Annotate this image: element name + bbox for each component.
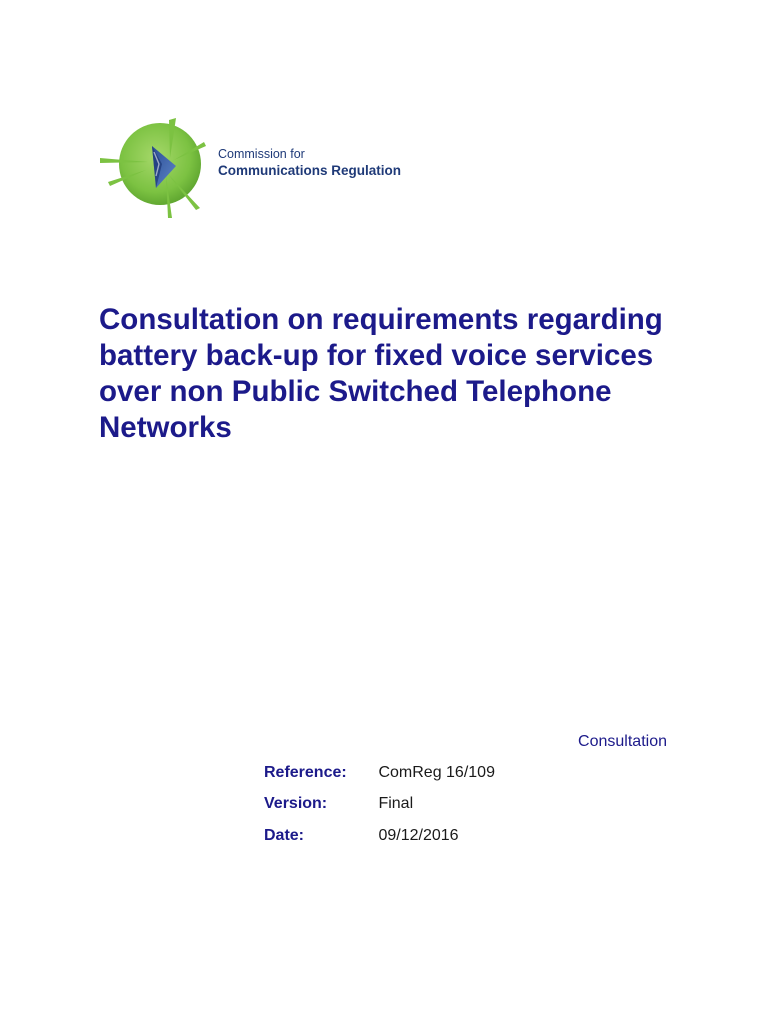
comreg-logo	[96, 106, 436, 224]
date-row	[264, 827, 459, 845]
logo-line-communications-regulation: Communications Regulation	[218, 162, 402, 178]
comreg-logo-text	[218, 148, 401, 177]
version-label: Version:	[264, 795, 328, 812]
date-label: Date:	[264, 827, 305, 844]
reference-value: ComReg 16/109	[378, 764, 495, 781]
document-type: Consultation	[578, 733, 667, 750]
logo-line-commission: Commission for	[218, 147, 305, 161]
date-value: 09/12/2016	[378, 827, 459, 844]
reference-row	[264, 764, 495, 782]
document-title: Consultation on requirements regarding battery back-up for fixed voice services over non Public Switched Telephone Networks	[99, 303, 663, 444]
version-value: Final	[378, 795, 414, 812]
comreg-logo-mark	[96, 106, 214, 224]
reference-label: Reference:	[264, 764, 347, 781]
version-row	[264, 795, 413, 813]
